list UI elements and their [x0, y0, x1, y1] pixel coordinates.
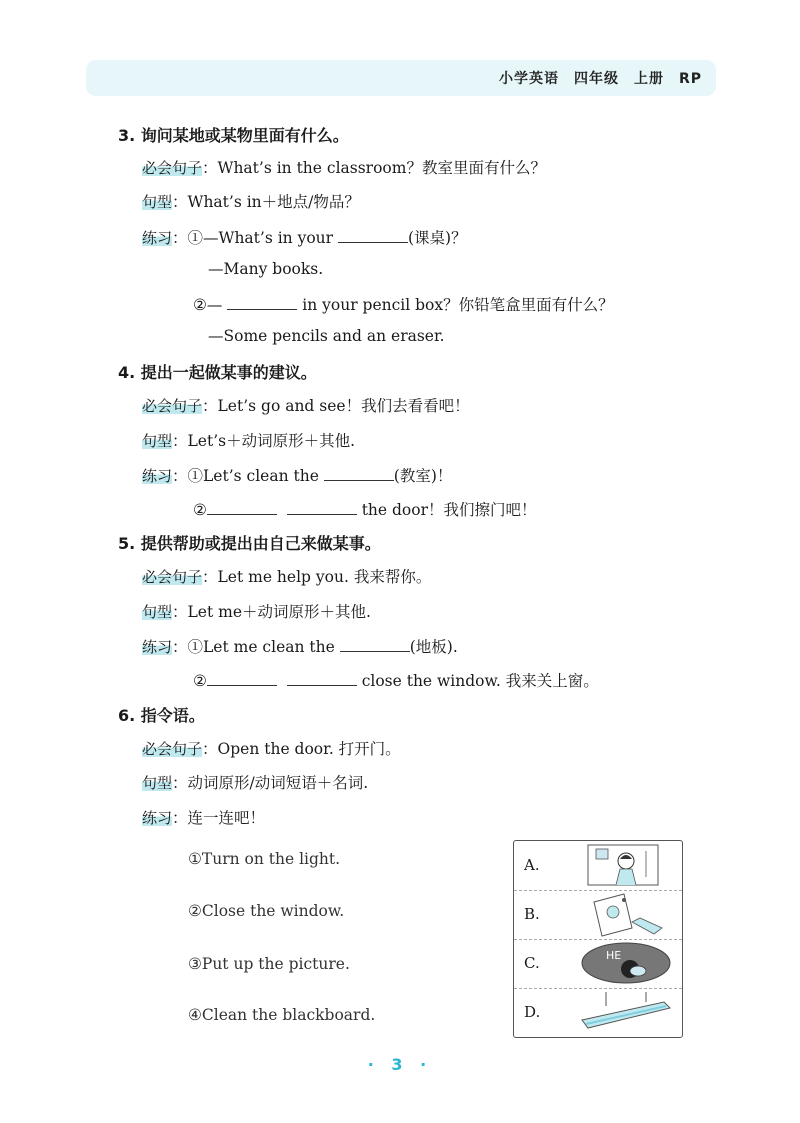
must-tag: 必会句子 — [142, 568, 203, 586]
answer-blank[interactable] — [338, 228, 408, 243]
answer-blank[interactable] — [340, 637, 410, 652]
practice-tag: 练习 — [142, 809, 173, 827]
must-tag: 必会句子 — [142, 740, 203, 758]
svg-text:HE: HE — [606, 949, 622, 962]
section-6-title: 6. 指令语。 — [118, 706, 205, 725]
section-5-must-line — [142, 565, 431, 587]
section-3-practice-2: ②— in your pencil box？你铅笔盒里面有什么？ — [193, 296, 614, 314]
practice-tag: 练习 — [142, 229, 173, 247]
picture-box — [513, 840, 683, 1038]
section-5-pattern-line — [142, 600, 371, 622]
section-3-title: 3. 询问某地或某物里面有什么。 — [118, 126, 349, 145]
match-item-3[interactable]: ③Put up the picture. — [188, 955, 350, 973]
must-sentence: ：What’s in the classroom？教室里面有什么？ — [202, 159, 546, 177]
cell-label: A. — [524, 856, 540, 874]
must-tag: 必会句子 — [142, 397, 203, 415]
section-4-pattern-line — [142, 429, 355, 451]
answer-blank[interactable] — [207, 671, 277, 686]
match-item-4[interactable]: ④Clean the blackboard. — [188, 1006, 376, 1024]
pattern-tag: 句型 — [142, 603, 173, 621]
must-sentence: ：Let me help you. 我来帮你。 — [202, 568, 432, 586]
section-3-answer-1: —Many books. — [208, 260, 324, 278]
picture-cell-c[interactable] — [514, 939, 682, 988]
answer-blank[interactable] — [207, 500, 277, 515]
picture-cell-b[interactable] — [514, 890, 682, 939]
cell-label: B. — [524, 905, 540, 923]
section-5-practice-2: ② close the window. 我来关上窗。 — [193, 672, 599, 690]
pattern-tag: 句型 — [142, 193, 173, 211]
pattern-tag: 句型 — [142, 432, 173, 450]
cell-label: C. — [524, 954, 540, 972]
header-bar — [86, 60, 716, 96]
pattern-text: ：动词原形/动词短语＋名词. — [172, 774, 369, 792]
pattern-text: ：Let’s＋动词原形＋其他. — [172, 432, 356, 450]
section-4-must-line — [142, 394, 470, 416]
blackboard-picture-icon — [576, 941, 676, 986]
pattern-text: ：Let me＋动词原形＋其他. — [172, 603, 371, 621]
light-tube-icon — [576, 990, 676, 1035]
section-6-pattern-line — [142, 771, 368, 793]
section-3-must-line — [142, 156, 546, 178]
pattern-text: ：What’s in＋地点/物品？ — [172, 193, 360, 211]
pattern-tag: 句型 — [142, 774, 173, 792]
cell-label: D. — [524, 1003, 541, 1021]
header-text: 小学英语 四年级 上册 RP — [498, 71, 702, 87]
section-4-practice-2: ② the door！我们擦门吧！ — [193, 501, 537, 519]
answer-blank[interactable] — [324, 466, 394, 481]
must-sentence: ：Let’s go and see！我们去看看吧！ — [202, 397, 470, 415]
answer-blank[interactable] — [227, 295, 297, 310]
section-5-title: 5. 提供帮助或提出由自己来做某事。 — [118, 534, 381, 553]
section-6-must-line — [142, 737, 401, 759]
picture-cell-d[interactable] — [514, 988, 682, 1037]
light-switch-picture-icon — [576, 843, 676, 888]
section-4-title: 4. 提出一起做某事的建议。 — [118, 363, 317, 382]
must-tag: 必会句子 — [142, 159, 203, 177]
answer-blank[interactable] — [287, 500, 357, 515]
section-4-practice-1: 练习：①Let’s clean the (教室)！ — [142, 467, 453, 485]
picture-cell-a[interactable] — [514, 841, 682, 890]
practice-tag: 练习 — [142, 638, 173, 656]
page-number: · 3 · — [367, 1055, 433, 1074]
section-3-practice-1: 练习：①—What’s in your (课桌)？ — [142, 229, 467, 247]
practice-tag: 练习 — [142, 467, 173, 485]
match-item-1[interactable]: ①Turn on the light. — [188, 850, 341, 868]
section-3-answer-2: —Some pencils and an eraser. — [208, 327, 445, 345]
section-5-practice-1: 练习：①Let me clean the (地板). — [142, 638, 458, 656]
section-3-pattern-line — [142, 190, 360, 212]
match-item-2[interactable]: ②Close the window. — [188, 902, 345, 920]
picture-poster-icon — [576, 892, 676, 937]
answer-blank[interactable] — [287, 671, 357, 686]
section-6-practice-line: 练习：连一连吧！ — [142, 809, 266, 827]
must-sentence: ：Open the door. 打开门。 — [202, 740, 401, 758]
